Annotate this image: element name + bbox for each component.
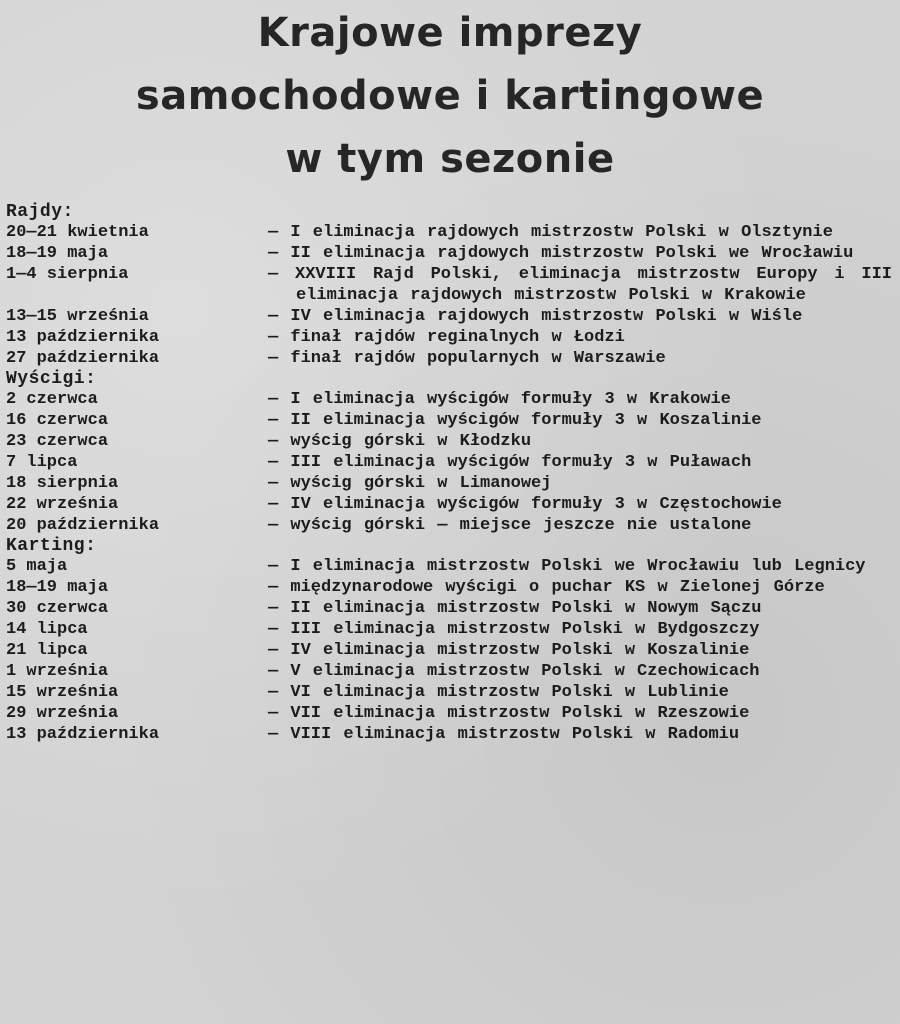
event-date: 18—19 maja [6,578,109,597]
event-date: 13 października [6,328,160,347]
event-date: 29 września [6,704,119,723]
event-description: — IV eliminacja wyścigów formuły 3 w Częstochowie [268,495,782,514]
event-date: 13 października [6,725,160,744]
event-description: — II eliminacja wyścigów formuły 3 w Koszalinie [268,411,762,430]
event-date: 30 czerwca [6,599,109,618]
event-description: — V eliminacja mistrzostw Polski w Czechowicach [268,662,760,681]
event-description: — III eliminacja wyścigów formuły 3 w Puławach [268,453,752,472]
schedule-entry [6,703,896,724]
schedule-entry [6,327,896,348]
event-date: 14 lipca [6,620,88,639]
event-date: 15 września [6,683,119,702]
event-date: 2 czerwca [6,390,98,409]
event-description: — IV eliminacja rajdowych mistrzostw Polski w Wiśle [268,307,803,326]
event-description: — finał rajdów popularnych w Warszawie [268,349,666,368]
schedule-entry [6,682,896,703]
schedule-entry [6,724,896,745]
event-description: — finał rajdów reginalnych w Łodzi [268,328,625,347]
schedule-entry [6,556,896,577]
event-description: — VII eliminacja mistrzostw Polski w Rzeszowie [268,704,750,723]
schedule-entry [6,515,896,536]
section-heading: Wyścigi: [6,369,97,389]
event-description: — I eliminacja rajdowych mistrzostw Polski w Olsztynie [268,223,833,242]
schedule-entry [6,243,896,264]
schedule-entry [6,494,896,515]
schedule-entry [6,306,896,327]
schedule-entry [6,348,896,369]
event-date: 21 lipca [6,641,88,660]
event-description: — I eliminacja wyścigów formuły 3 w Krakowie [268,390,731,409]
headline-line-1: Krajowe imprezy [257,10,643,56]
schedule-section [6,202,896,369]
schedule-entry [6,577,896,598]
event-description: — VIII eliminacja mistrzostw Polski w Radomiu [268,725,740,744]
event-schedule [6,202,896,745]
schedule-entry [6,473,896,494]
headline-line-3: w tym sezonie [285,136,615,182]
schedule-entry [6,389,896,410]
schedule-section [6,536,896,745]
event-date: 1—4 sierpnia [6,265,129,284]
event-description: — międzynarodowe wyścigi o puchar KS w Zielonej Górze [268,578,825,597]
event-date: 18—19 maja [6,244,109,263]
event-description: — wyścig górski w Limanowej [268,474,552,493]
event-date: 22 września [6,495,119,514]
section-heading: Karting: [6,536,97,556]
event-date: 5 maja [6,557,68,576]
headline-line-2: samochodowe i kartingowe [135,73,765,119]
event-date: 27 października [6,349,160,368]
event-date: 20—21 kwietnia [6,223,149,242]
schedule-entry [6,619,896,640]
event-description: — II eliminacja mistrzostw Polski w Nowym Sączu [268,599,762,618]
schedule-section [6,369,896,536]
event-date: 13—15 września [6,307,149,326]
schedule-entry [6,222,896,243]
event-date: 18 sierpnia [6,474,119,493]
schedule-entry [6,640,896,661]
schedule-entry [6,410,896,431]
event-description: — VI eliminacja mistrzostw Polski w Lublinie [268,683,729,702]
event-date: 16 czerwca [6,411,109,430]
section-heading: Rajdy: [6,202,74,222]
schedule-entry [6,264,896,306]
article-headline [0,2,900,191]
event-date: 7 lipca [6,453,78,472]
event-description: — wyścig górski — miejsce jeszcze nie ustalone [268,516,752,535]
event-description: — III eliminacja mistrzostw Polski w Bydgoszczy [268,620,760,639]
event-date: 1 września [6,662,109,681]
event-description: — XXVIII Rajd Polski, eliminacja mistrzostw Europy i III eliminacja rajdowych mistrzostw Polski w Krakowie [268,265,892,305]
event-description: — wyścig górski w Kłodzku [268,432,532,451]
schedule-entry [6,598,896,619]
event-description: — IV eliminacja mistrzostw Polski w Koszalinie [268,641,750,660]
schedule-entry [6,452,896,473]
event-description: — II eliminacja rajdowych mistrzostw Polski we Wrocławiu [268,244,854,263]
event-date: 20 października [6,516,160,535]
schedule-entry [6,431,896,452]
event-date: 23 czerwca [6,432,109,451]
event-description: — I eliminacja mistrzostw Polski we Wrocławiu lub Legnicy [268,557,866,576]
schedule-entry [6,661,896,682]
